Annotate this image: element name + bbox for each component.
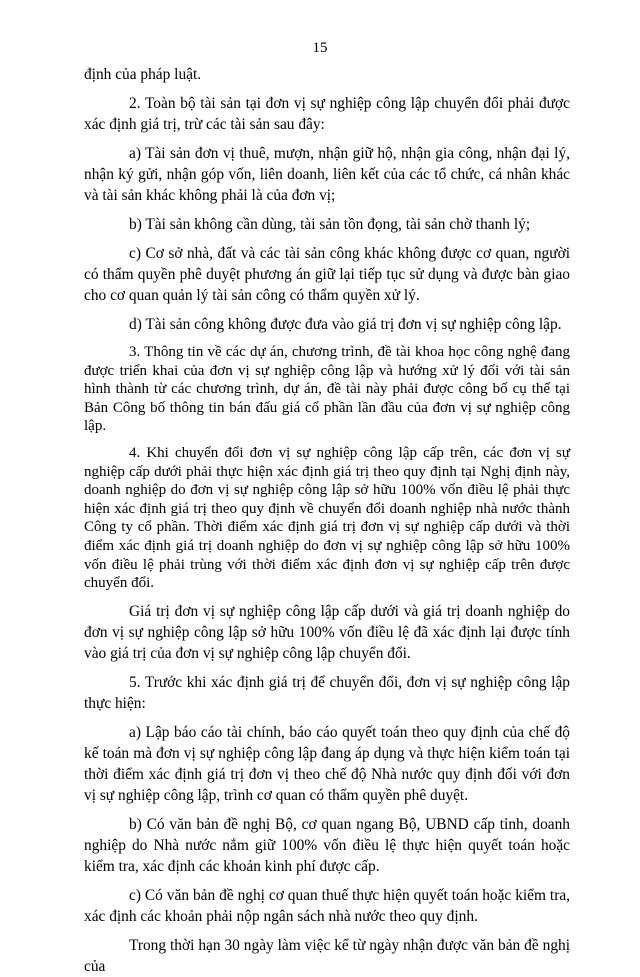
paragraph: a) Lập báo cáo tài chính, báo cáo quyết toán theo quy định của chế độ kế toán mà đơn vị sự nghiệp công lập đang áp dụng và thực hiện kiểm toán tại thời điểm xác định giá trị đơn vị theo chế độ Nhà nước quy định đối với đơn vị sự nghiệp công lập, trình cơ quan có thẩm quyền phê duyệt.: [84, 723, 570, 804]
paragraph: b) Có văn bản đề nghị Bộ, cơ quan ngang Bộ, UBND cấp tỉnh, doanh nghiệp do Nhà nước nắm giữ 100% vốn điều lệ thực hiện quyết toán hoặc kiểm tra, xác định các khoản kinh phí được cấp.: [84, 815, 570, 875]
paragraph: Giá trị đơn vị sự nghiệp công lập cấp dưới và giá trị doanh nghiệp do đơn vị sự nghiệp công lập sở hữu 100% vốn điều lệ đã xác định lại được tính vào giá trị của đơn vị sự nghiệp công lập chuyển đổi.: [84, 602, 570, 662]
paragraph: a) Tài sản đơn vị thuê, mượn, nhận giữ hộ, nhận gia công, nhận đại lý, nhận ký gửi, nhận góp vốn, liên doanh, liên kết của các tổ chức, cá nhân khác và tài sản khác không phải là của đơn vị;: [84, 145, 570, 204]
paragraph: 3. Thông tin về các dự án, chương trình, đề tài khoa học công nghệ đang được triển khai của đơn vị sự nghiệp công lập và hướng xử lý đối với tài sản hình thành từ các chương trình, dự án, đề tài này phải được công bố cụ thể tại Bản Công bố thông tin bán đấu giá cổ phần lần đầu của đơn vị sự nghiệp công lập.: [84, 344, 570, 435]
paragraph: c) Cơ sở nhà, đất và các tài sản công khác không được cơ quan, người có thẩm quyền phê duyệt phương án giữ lại tiếp tục sử dụng và được bàn giao cho cơ quan quản lý tài sản công có thẩm quyền xử lý.: [84, 245, 570, 304]
page-number: 15: [312, 40, 328, 56]
paragraph: Trong thời hạn 30 ngày làm việc kể từ ngày nhận được văn bản đề nghị của: [84, 936, 570, 975]
document-body: [84, 64, 570, 977]
paragraph: d) Tài sản công không được đưa vào giá trị đơn vị sự nghiệp công lập.: [129, 316, 562, 333]
paragraph: 5. Trước khi xác định giá trị để chuyển đổi, đơn vị sự nghiệp công lập thực hiện:: [84, 673, 570, 712]
paragraph: định của pháp luật.: [84, 66, 202, 83]
paragraph: 4. Khi chuyển đổi đơn vị sự nghiệp công lập cấp trên, các đơn vị sự nghiệp cấp dưới phải thực hiện xác định giá trị theo quy định tại Nghị định này, doanh nghiệp do đơn vị sự nghiệp công lập sở hữu 100% vốn điều lệ phải thực hiện xác định giá trị theo quy định về chuyển đổi doanh nghiệp nhà nước thành Công ty cổ phần. Thời điểm xác định giá trị đơn vị sự nghiệp cấp dưới và thời điểm xác định giá trị doanh nghiệp do đơn vị sự nghiệp công lập sở hữu 100% vốn điều lệ phải trùng với thời điểm xác định đơn vị sự nghiệp cấp trên được chuyển đổi.: [84, 444, 570, 592]
paragraph: b) Tài sản không cần dùng, tài sản tồn đọng, tài sản chờ thanh lý;: [129, 216, 531, 233]
paragraph: 2. Toàn bộ tài sản tại đơn vị sự nghiệp công lập chuyển đổi phải được xác định giá trị, trừ các tài sản sau đây:: [84, 95, 570, 133]
paragraph: c) Có văn bản đề nghị cơ quan thuế thực hiện quyết toán hoặc kiểm tra, xác định các khoản phải nộp ngân sách nhà nước theo quy định.: [84, 886, 570, 925]
